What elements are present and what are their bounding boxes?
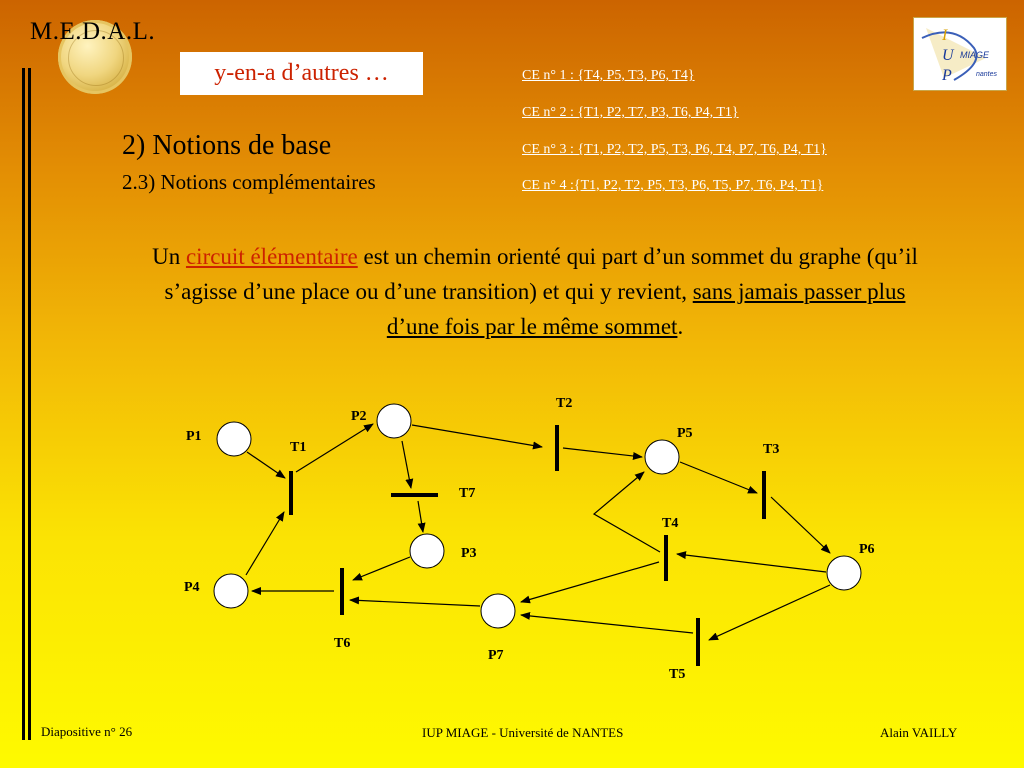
arc-t3-p6	[771, 497, 830, 553]
arc-t5-p7	[521, 615, 693, 633]
logo-text-miage: MIAGE	[960, 50, 990, 60]
place-p3	[410, 534, 444, 568]
transition-t7	[391, 493, 438, 497]
label-t7: T7	[459, 486, 476, 501]
arc-t7-p3	[418, 501, 423, 532]
logo-letter-p: P	[942, 67, 952, 84]
transition-t1	[289, 471, 293, 515]
footer-slide-number: Diapositive n° 26	[41, 724, 133, 739]
transition-t6	[340, 568, 344, 615]
footer-author: Alain VAILLY	[880, 725, 958, 740]
label-p3: P3	[461, 546, 477, 561]
arc-t4-p5	[594, 472, 660, 552]
section-title: 2) Notions de base	[122, 130, 332, 161]
label-p2: P2	[351, 409, 367, 424]
section-subtitle: 2.3) Notions complémentaires	[122, 170, 376, 194]
transition-t5	[696, 618, 700, 666]
arc-p4-t1	[246, 512, 284, 575]
more-circuits-button[interactable]: y-en-a d’autres …	[180, 52, 423, 95]
place-p7	[481, 594, 515, 628]
transition-t4	[664, 535, 668, 581]
arc-p6-t4	[677, 554, 826, 572]
ce-link-2[interactable]: CE n° 2 : {T1, P2, T7, P3, T6, P4, T1}	[522, 105, 739, 120]
arc-p7-t6	[350, 600, 480, 606]
label-p7: P7	[488, 648, 504, 663]
ce-link-3[interactable]: CE n° 3 : {T1, P2, T2, P5, T3, P6, T4, P7, T6, P4, T1}	[522, 142, 827, 157]
label-t5: T5	[669, 667, 686, 682]
arc-p6-t5	[709, 585, 830, 640]
definition-emphasis: sans jamais passer plus d’une fois par le même sommet	[386, 279, 906, 339]
transition-t2	[555, 425, 559, 471]
arc-t4-p7	[521, 562, 659, 602]
label-t3: T3	[763, 442, 780, 457]
logo-letter-u: U	[942, 47, 954, 64]
arc-t2-p5	[563, 448, 642, 457]
definition-end: .	[677, 314, 684, 339]
label-p6: P6	[859, 542, 875, 557]
label-t1: T1	[290, 440, 307, 455]
definition-intro: Un	[152, 244, 186, 269]
ce-link-4[interactable]: CE n° 4 :{T1, P2, T2, P5, T3, P6, T5, P7, T6, P4, T1}	[522, 178, 824, 193]
arc-t1-p2	[296, 424, 373, 472]
definition-body: est un chemin orienté qui part d’un sommet du graphe (qu’il s’agisse d’une place ou d’une transition) et qui y revient,	[164, 244, 918, 304]
place-p5	[645, 440, 679, 474]
place-p6	[827, 556, 861, 590]
label-p1: P1	[186, 429, 202, 444]
arc-p1-t1	[247, 452, 285, 478]
place-p1	[217, 422, 251, 456]
logo-letter-i: I	[942, 27, 948, 44]
place-p4	[214, 574, 248, 608]
label-p5: P5	[677, 426, 693, 441]
label-p4: P4	[184, 580, 200, 595]
arc-p2-t7	[402, 441, 411, 488]
arc-p3-t6	[353, 557, 410, 580]
definition-term: circuit élémentaire	[185, 244, 358, 269]
place-p2	[377, 404, 411, 438]
logo-text-nantes: nantes	[976, 71, 998, 78]
arc-p5-t3	[680, 462, 757, 493]
app-title: M.E.D.A.L.	[30, 18, 156, 45]
label-t6: T6	[334, 636, 351, 651]
footer-institution: IUP MIAGE - Université de NANTES	[422, 725, 624, 740]
arc-p2-t2	[412, 425, 542, 447]
label-t4: T4	[662, 516, 679, 531]
label-t2: T2	[556, 396, 573, 411]
transition-t3	[762, 471, 766, 519]
ce-link-1[interactable]: CE n° 1 : {T4, P5, T3, P6, T4}	[522, 68, 695, 83]
